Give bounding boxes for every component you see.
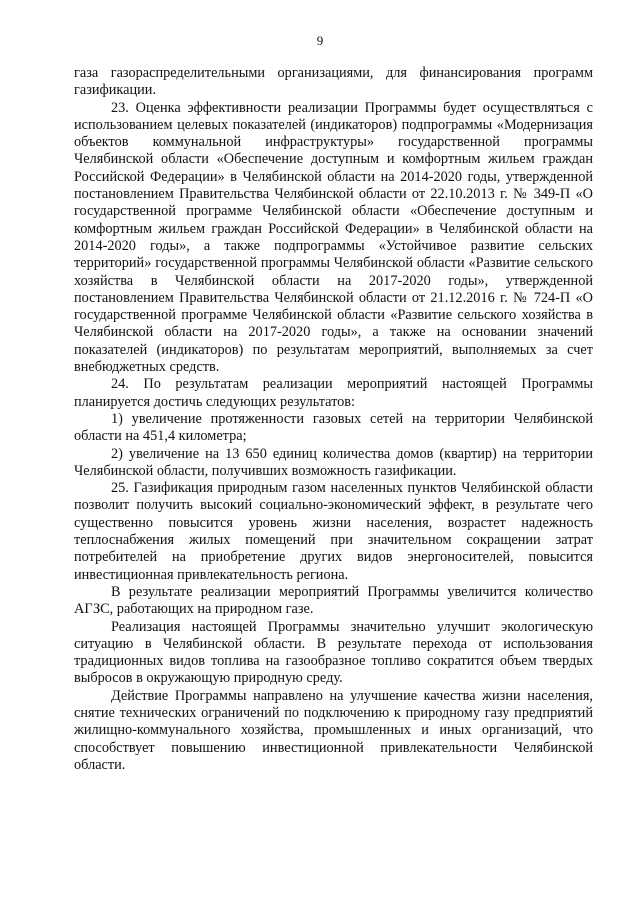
paragraph-24-results: 24. По результатам реализации мероприятий настоящей Программы планируется достичь следующих результатов: — [74, 376, 593, 410]
result-item-1: 1) увеличение протяженности газовых сетей на территории Челябинской области на 451,4 километра; — [74, 410, 593, 445]
document-body — [74, 65, 593, 774]
result-item-2: 2) увеличение на 13 650 единиц количества домов (квартир) на территории Челябинской области, получивших возможность газификации. — [74, 445, 593, 479]
paragraph-ecology: Реализация настоящей Программы значительно улучшит экологическую ситуацию в Челябинской области. В результате перехода от использования традиционных видов топлива на газообразное топливо сократится объем твердых выбросов в окружающую природную среду. — [74, 618, 593, 687]
paragraph-continuation: газа газораспределительными организациями, для финансирования программ газификации. — [74, 65, 593, 99]
paragraph-23-evaluation: 23. Оценка эффективности реализации Программы будет осуществляться с использованием целевых показателей (индикаторов) подпрограммы «Модернизация объектов коммунальной инфраструктуры» государственной программы Челябинской области «Обеспечение доступным и комфортным жильем граждан Российской Федерации» в Челябинской области на 2014-2020 годы, утвержденной постановлением Правительства Челябинской области от 22.10.2013 г. № 349-П «О государственной программе Челябинской области «Обеспечение доступным и комфортным жильем граждан Российской Федерации» в Челябинской области на 2014-2020 годы», а также подпрограммы «Устойчивое развитие сельских территорий» государственной программы Челябинской области «Развитие сельского хозяйства в Челябинской области на 2017-2020 годы», утвержденной постановлением Правительства Челябинской области от 21.12.2016 г. № 724-П «О государственной программе Челябинской области «Развитие сельского хозяйства в Челябинской области на 2017-2020 годы», а также на основании значений показателей (индикаторов) по результатам мероприятий, выполняемых за счет внебюджетных средств. — [74, 99, 593, 376]
page-number: 9 — [316, 33, 324, 48]
paragraph-agzs: В результате реализации мероприятий Программы увеличится количество АГЗС, работающих на природном газе. — [74, 583, 593, 618]
paragraph-25-gasification: 25. Газификация природным газом населенных пунктов Челябинской области позволит получить высокий социально-экономический эффект, в результате чего существенно повысится уровень жизни населения, возрастет надежность теплоснабжения жилых помещений при значительном сокращении затрат потребителей на приобретение других видов энергоносителей, повысится инвестиционная привлекательность региона. — [74, 480, 593, 583]
paragraph-quality-of-life: Действие Программы направлено на улучшение качества жизни населения, снятие технических ограничений по подключению к природному газу предприятий жилищно-коммунального хозяйства, промышленных и иных организаций, что способствует повышению инвестиционной привлекательности Челябинской области. — [74, 687, 593, 773]
